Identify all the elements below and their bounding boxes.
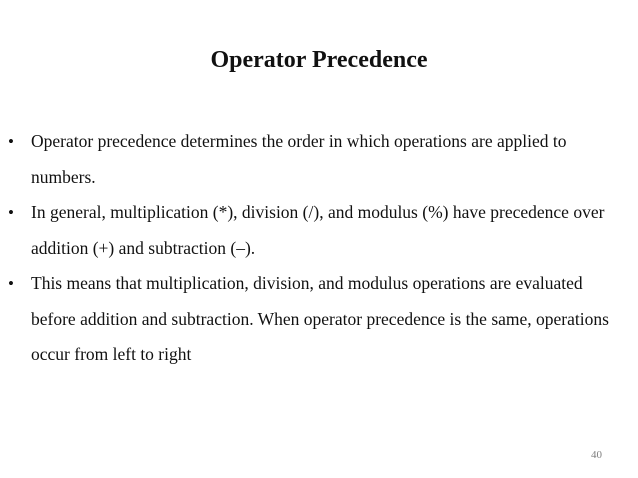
bullet-item <box>0 266 638 373</box>
bullet-list <box>0 124 638 373</box>
page-number: 40 <box>591 449 602 461</box>
slide-title: Operator Precedence <box>210 47 428 73</box>
bullet-text: In general, multiplication (*), division (/), and modulus (%) have precedence over addition (+) and subtraction (–). <box>31 202 605 258</box>
bullet-marker: • <box>8 203 14 222</box>
bullet-text: Operator precedence determines the order in which operations are applied to numbers. <box>31 131 567 187</box>
bullet-marker: • <box>8 274 14 293</box>
bullet-item <box>0 195 638 266</box>
bullet-marker: • <box>8 132 14 151</box>
bullet-item <box>0 124 638 195</box>
bullet-text: This means that multiplication, division, and modulus operations are evaluated before addition and subtraction. When operator precedence is the same, operations occur from left to right <box>31 273 609 364</box>
